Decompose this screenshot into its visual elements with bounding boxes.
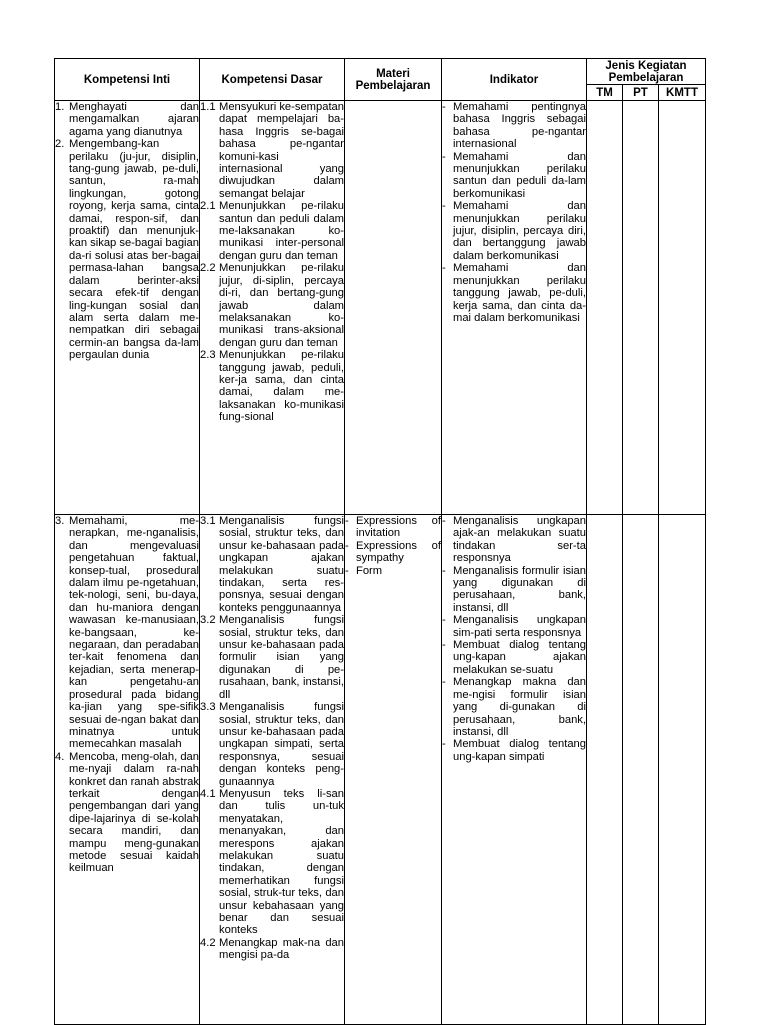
pt-cell: [623, 101, 659, 515]
item-text: Menunjukkan pe-rilaku tanggung jawab, peduli, ker-ja sama, dan cinta damai, dalam me-laksanakan ko-munikasi fung-sional: [219, 349, 344, 424]
bullet-dash: -: [442, 515, 446, 527]
indikator-item: [442, 515, 586, 565]
item-text: Membuat dialog tentang ung-kapan ajakan melakukan se-suatu: [453, 639, 586, 676]
syllabus-table: [54, 58, 706, 1025]
ki-cell: [55, 515, 200, 1025]
indikator-cell: [442, 515, 587, 1025]
indikator-item: [442, 614, 586, 639]
materi-cell: [345, 101, 442, 515]
item-number: 2.3: [200, 349, 216, 362]
header-materi-pembelajaran: Materi Pembelajaran: [345, 59, 442, 101]
kd-cell: [200, 515, 345, 1025]
item-text: Memahami, me-nerapkan, me-nganalisis, dan mengevaluasi pengetahuan faktual, konsep-tual, prosedural dalam ilmu pe-ngetahuan, tek-nologi, seni, bu-daya, dan hu-maniora dengan wawasan ke-manusiaan, ke-bangsaan, ke-negaraan, dan peradaban ter-kait fenomena dan kejadian, serta menerap-kan pengetahu-an prosedural pada bidang ka-jian yang spe-sifik sesuai de-ngan bakat dan minatnya untuk memecahkan masalah: [69, 515, 199, 751]
item-text: Mensyukuri ke-sempatan dapat mempelajari ba-hasa Inggris se-bagai bahasa pe-ngantar komuni-kasi internasional yang diwujudkan dalam semangat belajar: [219, 101, 344, 200]
header-kmtt: KMTT: [659, 85, 706, 101]
kd-item: [200, 937, 344, 962]
item-number: 2.: [55, 138, 65, 151]
item-text: Form: [356, 564, 383, 577]
bullet-dash: -: [442, 101, 446, 113]
bullet-dash: -: [442, 150, 446, 163]
kd-item: [200, 200, 344, 262]
item-text: Menganalisis formulir isian yang digunakan di perusahaan, bank, instansi, dll: [453, 564, 586, 614]
item-text: Membuat dialog tentang ung-kapan simpati: [453, 738, 586, 763]
indikator-item: [442, 151, 586, 201]
bullet-dash: -: [442, 262, 446, 275]
item-number: 1.: [55, 101, 65, 113]
item-text: Expressions of invitation: [356, 515, 441, 540]
item-text: Mengembang-kan perilaku (ju-jur, disiplin, tang-gung jawab, pe-duli, santun, ra-mah lingkungan, gotong royong, kerja sama, cinta damai, respon-sif, dan proaktif) dan menunjuk-kan sikap se-bagai bagian da-ri solusi atas ber-bagai permasa-lahan bangsa dalam berinter-aksi secara efek-tif dengan ling-kungan sosial dan alam serta dalam me-nempatkan diri sebagai cermin-an bangsa da-lam pergaulan dunia: [69, 138, 199, 362]
header-tm: TM: [587, 85, 623, 101]
kd-item: [200, 614, 344, 701]
kd-item: [200, 101, 344, 200]
ki-item: [55, 751, 199, 875]
item-number: 3.: [55, 515, 65, 527]
header-row-top: [55, 59, 706, 85]
materi-cell: [345, 515, 442, 1025]
table-row: [55, 101, 706, 515]
indikator-item: [442, 565, 586, 615]
item-text: Menunjukkan pe-rilaku jujur, di-siplin, percaya di-ri, dan bertang-gung jawab dalam melaksanakan ko-munikasi trans-aksional dengan guru dan teman: [219, 262, 344, 349]
item-text: Menganalisis ungkapan ajak-an melakukan suatu tindakan ser-ta responsnya: [453, 515, 586, 565]
item-text: Memahami dan menunjukkan perilaku santun dan peduli da-lam berkomunikasi: [453, 150, 586, 200]
indikator-cell: [442, 101, 587, 515]
item-number: 4.: [55, 750, 65, 763]
materi-item: [345, 565, 441, 577]
item-text: Menunjukkan pe-rilaku santun dan peduli dalam me-laksanakan ko-munikasi inter-personal dengan guru dan teman: [219, 200, 344, 262]
item-text: Menganalisis ungkapan sim-pati serta responsnya: [453, 614, 586, 639]
materi-item: [345, 515, 441, 540]
item-text: Memahami dan menunjukkan perilaku tanggung jawab, pe-duli, kerja sama, dan cinta da-mai dalam berkomunikasi: [453, 262, 586, 324]
header-indikator: Indikator: [442, 59, 587, 101]
ki-item: [55, 515, 199, 751]
item-number: 2.1: [200, 200, 216, 213]
kd-item: [200, 701, 344, 788]
item-text: Memahami pentingnya bahasa Inggris sebagai bahasa pe-ngantar internasional: [453, 101, 586, 151]
item-text: Menangkap makna dan me-ngisi formulir isian yang di-gunakan di perusahaan, bank, instansi, dll: [453, 676, 586, 738]
kd-item: [200, 262, 344, 349]
indikator-item: [442, 639, 586, 676]
header-pt: PT: [623, 85, 659, 101]
bullet-dash: -: [442, 676, 446, 689]
ki-item: [55, 138, 199, 361]
item-number: 3.3: [200, 701, 216, 714]
kd-item: [200, 515, 344, 614]
pt-cell: [623, 515, 659, 1025]
bullet-dash: -: [442, 564, 446, 577]
tm-cell: [587, 101, 623, 515]
materi-item: [345, 540, 441, 565]
bullet-dash: -: [345, 539, 349, 552]
ki-item: [55, 101, 199, 138]
kd-item: [200, 788, 344, 937]
item-number: 4.1: [200, 787, 216, 800]
bullet-dash: -: [442, 639, 446, 652]
bullet-dash: -: [442, 614, 446, 627]
bullet-dash: -: [442, 738, 446, 751]
indikator-item: [442, 101, 586, 151]
kd-item: [200, 349, 344, 423]
header-kompetensi-dasar: Kompetensi Dasar: [200, 59, 345, 101]
bullet-dash: -: [442, 200, 446, 213]
item-text: Menganalisis fungsi sosial, struktur teks, dan unsur ke-bahasaan pada formulir isian yang digunakan di pe-rusahaan, bank, instansi, dll: [219, 614, 344, 701]
header-kompetensi-inti: Kompetensi Inti: [55, 59, 200, 101]
kd-cell: [200, 101, 345, 515]
indikator-item: [442, 262, 586, 324]
indikator-item: [442, 676, 586, 738]
indikator-item: [442, 738, 586, 763]
bullet-dash: -: [345, 564, 349, 577]
item-text: Menangkap mak-na dan mengisi pa-da: [219, 936, 344, 962]
item-text: Mencoba, meng-olah, dan me-nyaji dalam ra-nah konkret dan ranah abstrak terkait dengan pengembangan dari yang dipe-lajarinya di se-kolah secara mandiri, dan mampu meng-gunakan metode sesuai kaidah keilmuan: [69, 750, 199, 875]
item-text: Menghayati dan mengamalkan ajaran agama yang dianutnya: [69, 101, 199, 138]
item-number: 1.1: [200, 101, 216, 113]
item-number: 2.2: [200, 262, 216, 275]
kmtt-cell: [659, 515, 706, 1025]
bullet-dash: -: [345, 515, 349, 527]
header-jenis-kegiatan: Jenis Kegiatan Pembelajaran: [587, 59, 706, 85]
item-number: 3.2: [200, 614, 216, 627]
indikator-item: [442, 200, 586, 262]
item-text: Menyusun teks li-san dan tulis un-tuk menyatakan, menanyakan, dan merespons ajakan melakukan suatu tindakan, dengan memerhatikan fungsi sosial, struk-tur teks, dan unsur kebahasaan yang benar dan sesuai konteks: [219, 787, 344, 937]
tm-cell: [587, 515, 623, 1025]
item-text: Expressions of sympathy: [356, 539, 441, 565]
ki-cell: [55, 101, 200, 515]
item-text: Memahami dan menunjukkan perilaku jujur, disiplin, percaya diri, dan bertanggung jawab dalam berkomunikasi: [453, 200, 586, 262]
item-number: 3.1: [200, 515, 216, 527]
item-text: Menganalisis fungsi sosial, struktur teks, dan unsur ke-bahasaan pada ungkapan ajakan melakukan suatu tindakan, serta res-ponsnya, sesuai dengan konteks penggunaannya: [219, 515, 344, 614]
table-row: [55, 515, 706, 1025]
item-text: Menganalisis fungsi sosial, struktur teks, dan unsur ke-bahasaan pada ungkapan simpati, serta responsnya, sesuai dengan konteks peng-gunaannya: [219, 701, 344, 788]
kmtt-cell: [659, 101, 706, 515]
item-number: 4.2: [200, 936, 216, 949]
